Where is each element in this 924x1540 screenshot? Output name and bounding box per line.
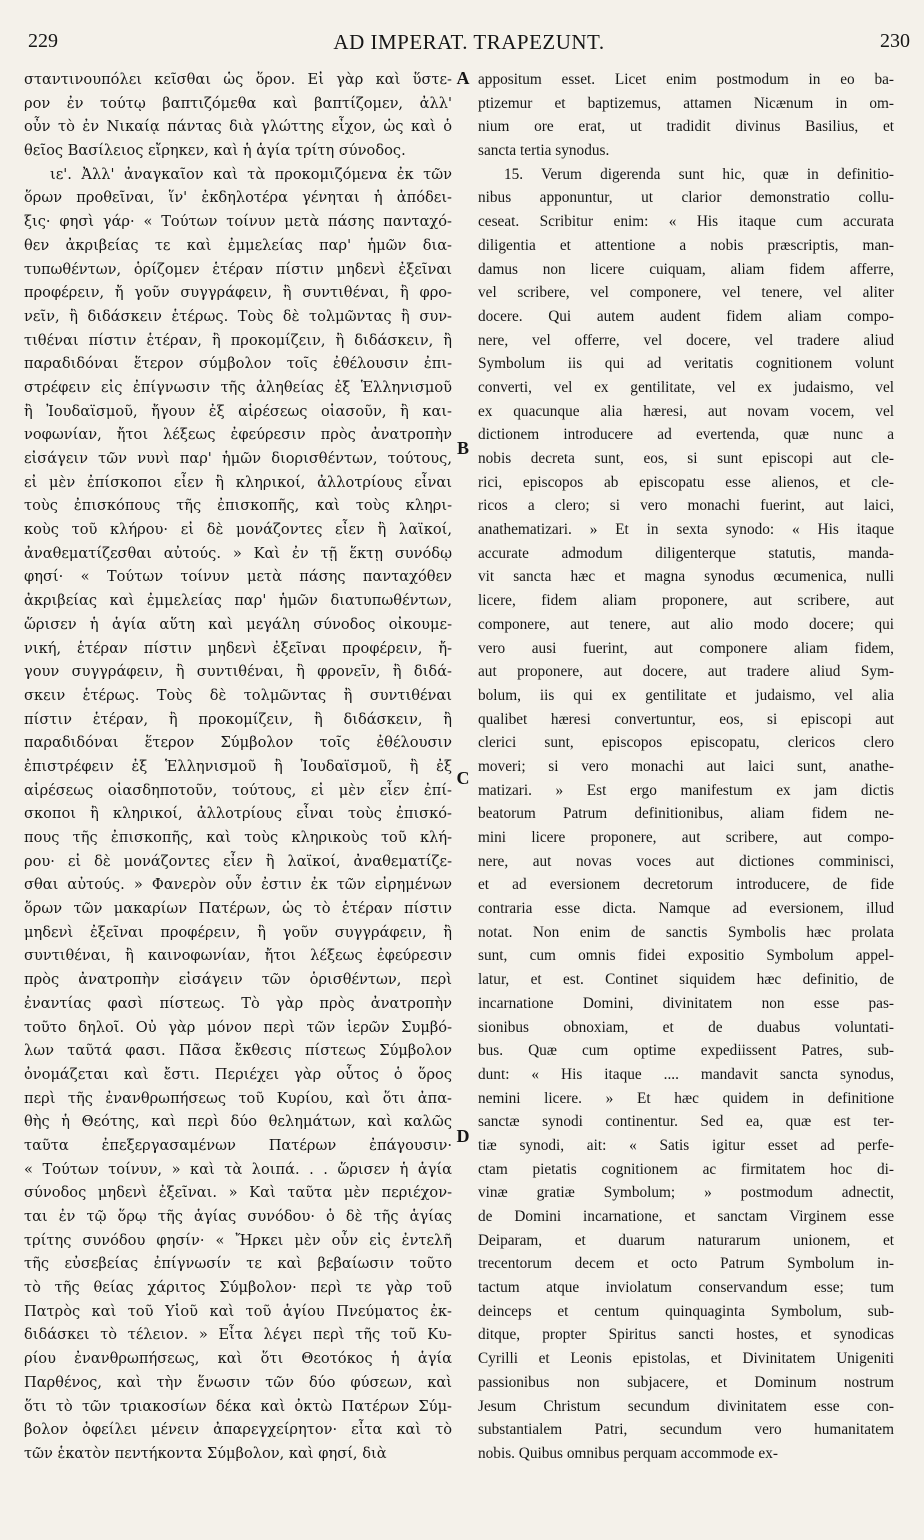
text-line: bus. Quæ cum optime expediissent Patres, sub-	[478, 1042, 894, 1060]
text-line: ὀνομάζεται καὶ ἔστι. Περιέχει γὰρ οὗτος ὁ ὅρος	[24, 1065, 452, 1083]
text-line: ἐπιστρέφειν ἐξ Ἑλληνισμοῦ ἢ Ἰουδαϊσμοῦ, ἢ ἐξ	[24, 757, 452, 775]
text-line: vit sancta hæc et magna synodus œcumenica, nulli	[478, 568, 894, 586]
text-line: 15. Verum digerenda sunt hic, quæ in definitio-	[504, 165, 894, 183]
text-line: Πατρὸς καὶ τοῦ Υἱοῦ καὶ τοῦ ἁγίου Πνεύματος ἐκ-	[24, 1302, 452, 1320]
text-line: « Τούτων τοίνυν, » καὶ τὰ λοιπά. . . ὥρισεν ἡ ἁγία	[24, 1160, 452, 1178]
text-line: dunt: « His itaque .... mandavit sancta synodus,	[478, 1065, 894, 1083]
text-line: σθαι αὐτούς. » Φανερὸν οὖν ἐστιν ἐκ τῶν εἰρημένων	[24, 876, 452, 894]
text-line: substantialem Patri, secundum vero humanitatem	[478, 1421, 894, 1439]
text-line: εἰσάγειν τῶν νυνὶ παρ' ἡμῶν διορισθέντων, τούτους,	[24, 450, 452, 467]
greek-column	[24, 68, 452, 1466]
text-line: incarnatione Domini, divinitatem non esse pas-	[478, 994, 894, 1012]
text-line: σκειν ἑτέρως. Τοὺς δὲ τολμῶντας ἢ συντιθέναι	[24, 686, 452, 704]
text-line: ται ἐν τῷ ὅρῳ τῆς ἁγίας συνόδου· ὁ δὲ τῆς ἁγίας	[24, 1208, 452, 1225]
text-line: de Domini incarnatione, et sanctam Virginem esse	[478, 1208, 894, 1225]
text-line: sancta tertia synodus.	[478, 142, 610, 160]
text-line: nobis. Quibus omnibus perquam accommode ex-	[478, 1444, 778, 1462]
text-line: μηδενὶ ἐξεῖναι προφέρειν, ἢ γοῦν συγγράφειν, ἢ	[24, 923, 452, 941]
text-line: trecentorum decem et octo Patrum Symbolum in-	[478, 1255, 894, 1273]
text-line: moveri; si vero monachi aut laici sunt, anathe-	[478, 757, 894, 775]
text-line: πους τῆς ἐπισκοπῆς, καὶ τοὺς κληρικοὺς τοῦ κλή-	[24, 829, 452, 846]
text-line: docere. Qui autem audent fidem aliam compo-	[478, 307, 894, 325]
text-line: matizari. » Est ergo manifestum ex jam dictis	[478, 781, 894, 799]
text-line: latur, et est. Continet siquidem hæc definitio, de	[478, 971, 894, 989]
text-line: τοὺς ἐπισκόπους τῆς ἐπισκοπῆς, καὶ τοὺς κληρι-	[24, 497, 452, 515]
text-line: sunt, cum omnis fidei expositio Symbolum appel-	[478, 947, 894, 965]
text-line: θεν ἀκριβείας τε καὶ ἐμμελείας παρ' ἡμῶν δια-	[24, 236, 452, 254]
text-line: ὅρων τῶν μακαρίων Πατέρων, ὡς τὸ ἑτέραν πίστιν	[24, 900, 452, 918]
text-line: ιε'. Ἀλλ' ἀναγκαῖον καὶ τὰ προκομιζόμενα ἐκ τῶν	[50, 165, 452, 183]
left-page-number: 229	[28, 30, 58, 52]
text-line: contraria esse dicta. Namque ad eversionem, illud	[478, 900, 894, 918]
text-line: deinceps et centum quinquaginta Symbolum, sub-	[478, 1302, 894, 1320]
text-line: τὸ τῆς θείας χάριτος Σύμβολον· περὶ τε γὰρ τοῦ	[24, 1279, 452, 1297]
text-line: παραδιδόναι ἕτερον σύμβολον τοῖς ἐθέλουσιν ἐπι-	[24, 355, 452, 373]
text-line: nobis decreta sunt, eos, si sunt episcopi aut cle-	[478, 450, 894, 467]
text-line: ptizemur et baptizemus, attamen Nicænum in om-	[478, 94, 894, 112]
text-line: vel scribere, vel componere, vel tenere, vel aliter	[478, 284, 894, 302]
text-line: σύνοδος μηδενὶ ἐξεῖναι. » Καὶ ταῦτα μὲν περιέχον-	[24, 1184, 452, 1202]
text-line: sanctæ synodi continentur. Sed ea, quæ est ter-	[478, 1113, 894, 1131]
text-line: appositum esset. Licet enim postmodum in eo ba-	[478, 71, 894, 88]
text-line: qualibet hæresi convertuntur, eos, si episcopi aut	[478, 710, 894, 728]
text-line: nere, aut novas voces aut dictiones comminisci,	[478, 852, 894, 870]
text-line: τῆς εὐσεβείας ἐπίγνωσίν τε καὶ βεβαίωσιν τοῦτο	[24, 1255, 452, 1273]
text-line: ex quacunque alia hæresi, aut novam vocem, vel	[478, 402, 894, 420]
text-line: νοφωνίαν, ἤτοι λέξεως ἐφεύρεσιν πρὸς ἀνατροπὴν	[24, 426, 452, 444]
text-line: τῶν ἑκατὸν πεντήκοντα Σύμβολον, καὶ φησί, διὰ	[24, 1444, 387, 1462]
text-line: beatorum Patrum definitionibus, aliam fidem ne-	[478, 805, 894, 823]
text-line: converti, vel ex gentilitate, vel ex judaismo, vel	[478, 378, 894, 396]
text-line: ἢ Ἰουδαϊσμοῦ, ἤγουν ἐξ αἱρέσεως οἱασοῦν, ἢ και-	[24, 402, 452, 420]
text-line: παραδιδόναι ἕτερον Σύμβολον τοῖς ἐθέλουσιν	[24, 734, 452, 752]
running-title: AD IMPERAT. TRAPEZUNT.	[333, 30, 605, 54]
text-line: ceseat. Scribitur enim: « His itaque cum accurata	[478, 213, 894, 231]
text-line: ξις· φησὶ γάρ· « Τούτων τοίνυν μετὰ πάσης πανταχό-	[24, 213, 452, 231]
text-line: γουν συγγράφειν, ἢ συντιθέναι, ἢ φρονεῖν, ἢ διδά-	[24, 663, 452, 681]
text-line: τιθέναι πίστιν ἑτέραν, ἢ προκομίζειν, ἢ διδάσκειν, ἢ	[24, 331, 452, 349]
text-line: σταντινουπόλει κεῖσθαι ὡς ὅρον. Εἰ γὰρ καὶ ὕστε-	[24, 71, 452, 88]
text-line: nibus apponuntur, ut clarior demonstratio collu-	[478, 189, 894, 207]
text-line: ἐναντίας φασὶ πίστεως. Τὸ γὰρ πρὸς ἀνατροπὴν	[24, 994, 452, 1012]
text-line: clerici sunt, episcopos episcopatu, clericos clero	[478, 734, 894, 752]
text-line: bolum, iis qui ex gentilitate et judaismo, vel alia	[478, 686, 894, 704]
text-line: ρον ἐν τούτῳ βαπτιζόμεθα καὶ βαπτίζομεν, ἀλλ'	[24, 94, 452, 112]
text-line: βολον ὀφείλει μένειν ἀπαρεγχείρητον· εἶτα καὶ τὸ	[24, 1421, 452, 1439]
section-marker-c: C	[456, 768, 470, 788]
text-line: αἱρέσεως οἱασδηποτοῦν, τούτους, εἰ μὲν εἶεν ἐπί-	[24, 781, 452, 799]
text-line: περὶ τῆς ἐνανθρωπήσεως τοῦ Κυρίου, καὶ ὅτι ἀπα-	[24, 1089, 452, 1107]
text-line: ricos a clero; si vero monachi fuerint, aut laici,	[478, 497, 894, 515]
text-line: nere, vel offerre, vel docere, vel tradere aliud	[478, 331, 894, 349]
text-line: Deiparam, et duarum naturarum unionem, et	[478, 1231, 894, 1249]
text-line: vero ausi fuerint, aut componere aliam fidem,	[478, 639, 894, 657]
text-line: aut proponere, aut docere, aut tradere aliud Sym-	[478, 663, 894, 681]
right-page-number: 230	[880, 30, 910, 52]
text-line: passionibus non subjacere, et Dominum nostrum	[478, 1373, 894, 1391]
text-line: tiæ synodi, ait: « Satis igitur esset ad perfe-	[478, 1136, 894, 1154]
text-line: ἀναθεματίζεσθαι αὐτούς. » Καὶ ἐν τῇ ἕκτῃ συνόδῳ	[24, 544, 452, 562]
text-line: πίστιν ἑτέραν, ἢ προκομίζειν, ἢ διδάσκειν, ἢ	[24, 710, 452, 728]
text-line: οὖν τὸ ἐν Νικαίᾳ πάντας διὰ γλώττης εἶχον, ὡς καὶ ὁ	[24, 118, 452, 136]
latin-column	[478, 68, 894, 1466]
page-header	[28, 30, 910, 60]
text-line: vinæ gratiæ Symbolum; » postmodum adnectit,	[478, 1184, 894, 1202]
text-line: tactum atque inviolatum conservandum esse; tum	[478, 1279, 894, 1297]
text-line: θεῖος Βασίλειος εἴρηκεν, καὶ ἡ ἁγία τρίτη σύνοδος.	[24, 142, 406, 160]
text-line: νική, ἑτέραν πίστιν μηδενὶ ἐξεῖναι προφέρειν, ἤ-	[24, 639, 452, 657]
section-marker-a: A	[456, 68, 470, 88]
text-line: τυπωθέντων, ὁρίζομεν ἑτέραν πίστιν μηδενὶ ἐξεῖναι	[24, 260, 452, 278]
text-line: nemini licere. » Et hæc quidem in definitione	[478, 1089, 894, 1107]
text-line: anathematizari. » Et in sexta synodo: « His itaque	[478, 521, 894, 539]
text-line: τρίτης συνόδου φησίν· « Ἤρκει μὲν οὖν εἰς ἐντελῆ	[24, 1231, 452, 1249]
text-line: Symbolum iis qui ad veritatis cognitionem volunt	[478, 355, 894, 373]
text-line: componere, aut tenere, aut alio modo docere; qui	[478, 615, 894, 633]
text-line: διδάσκει τὸ τέλειον. » Εἶτα λέγει περὶ τῆς τοῦ Κυ-	[24, 1326, 452, 1344]
text-line: στρέφειν εἰς ἐπίγνωσιν τῆς ἀληθείας ἐξ Ἑλληνισμοῦ	[24, 378, 452, 396]
text-line: πρὸς ἀνατροπὴν εἰσάγειν τῶν ὁρισθέντων, περὶ	[24, 971, 452, 989]
text-line: ὥρισεν ἡ ἁγία αὕτη καὶ μεγάλη σύνοδος οἰκουμε-	[24, 615, 452, 633]
text-line: accurate admodum diligenterque statutis, manda-	[478, 544, 894, 562]
text-line: συντιθέναι, ἢ καινοφωνίαν, ἤτοι λέξεως ἐφεύρεσιν	[24, 947, 452, 965]
text-line: Cyrilli et Leonis epistolas, et Divinitatem Unigeniti	[478, 1350, 894, 1368]
text-line: νεῖν, ἢ διδάσκειν ἑτέρως. Τοὺς δὲ τολμῶντας ἢ συν-	[24, 307, 452, 325]
text-line: τοῦτο δηλοῖ. Οὐ γὰρ μόνον περὶ τῶν ἱερῶν Συμβό-	[24, 1018, 452, 1036]
text-line: Jesum Christum secundum divinitatem esse con-	[478, 1397, 894, 1415]
text-line: ταῦτα ἐπεξεργασαμένων Πατέρων ἐπάγουσιν·	[24, 1136, 452, 1154]
text-line: ὅρων προθεῖναι, ἵν' ἐκδηλοτέρα γένηται ἡ ἀπόδει-	[24, 189, 452, 207]
text-line: προφέρειν, ἤ γοῦν συγγράφειν, ἢ συντιθέναι, ἢ φρο-	[24, 284, 452, 302]
text-line: rici, episcopos ab episcopatu esse alienos, et cle-	[478, 473, 894, 491]
text-line: sionibus obnoxiam, et de duabus voluntati-	[478, 1018, 894, 1036]
text-line: σκοποι ἢ κληρικοί, ἀλλοτρίους εἶναι τοὺς ἐπισκό-	[24, 805, 452, 823]
text-line: diligentia et attentione a nobis præscriptis, man-	[478, 236, 894, 254]
text-line: ἀκριβείας καὶ ἐμμελείας παρ' ἡμῶν διατυπωθέντων,	[24, 592, 452, 610]
text-line: εἰ μὲν ἐπίσκοποι εἶεν ἢ κληρικοί, ἀλλοτρίους εἶναι	[24, 473, 452, 491]
text-line: mini licere proponere, aut scribere, aut compo-	[478, 829, 894, 846]
text-line: damus non licere cuiquam, aliam fidem afferre,	[478, 260, 894, 278]
text-line: λων ταῦτά φασι. Πᾶσα ἔκθεσις πίστεως Σύμβολον	[24, 1042, 452, 1060]
text-line: notat. Non enim de sanctis Symbolis hæc prolata	[478, 923, 894, 941]
text-line: dictionem introducere ad evertenda, quæ nunc a	[478, 426, 894, 444]
text-line: φησί· « Τούτων τοίνυν μετὰ πάσης πανταχόθεν	[24, 568, 452, 586]
text-line: ρίου ἐνανθρωπήσεως, καὶ ὅτι Θεοτόκος ἡ ἁγία	[24, 1350, 452, 1368]
text-line: nium ore erat, ut tradidit divinus Basilius, et	[478, 118, 894, 136]
text-line: κοὺς τοῦ κλήρου· εἰ δὲ μονάζοντες εἶεν ἢ λαϊκοί,	[24, 521, 452, 539]
text-line: ρου· εἰ δὲ μονάζοντες εἶεν ἢ λαϊκοί, ἀναθεματίζε-	[24, 852, 452, 870]
text-line: et ad eversionem decretorum introducere, de fide	[478, 876, 894, 894]
text-line: Παρθένος, καὶ τὴν ἕνωσιν τῶν δύο φύσεων, καὶ	[24, 1373, 452, 1391]
text-line: ditque, propter Spiritus sancti hostes, et synodicas	[478, 1326, 894, 1344]
section-marker-d: D	[456, 1126, 470, 1146]
text-line: ctam pietatis cognitionem ac firmitatem hoc di-	[478, 1160, 894, 1178]
section-marker-b: B	[456, 438, 469, 458]
text-line: licere, fidem aliam proponere, aut scribere, aut	[478, 592, 894, 610]
text-line: ὅτι τὸ τῶν τριακοσίων δέκα καὶ ὀκτὼ Πατέρων Σύμ-	[24, 1397, 452, 1415]
text-line: θὴς ἡ Θεότης, καὶ περὶ δύο θελημάτων, καὶ καλῶς	[24, 1113, 452, 1131]
